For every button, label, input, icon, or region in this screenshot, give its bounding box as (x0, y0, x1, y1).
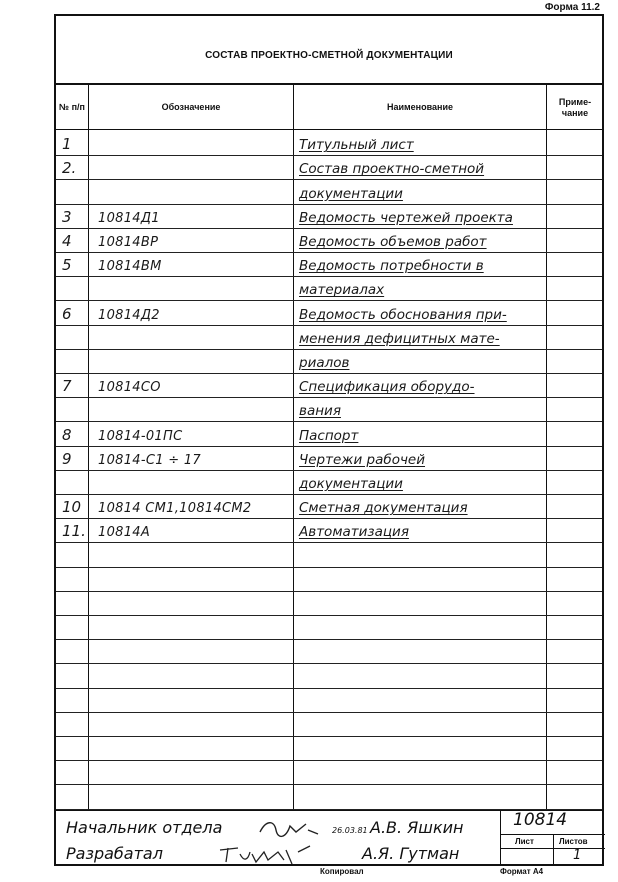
row-number: 3 (62, 207, 72, 226)
header-name: Наименование (386, 102, 454, 112)
row-code: 10814-С1 ÷ 17 (98, 452, 201, 468)
row-number: 9 (62, 449, 72, 468)
row-name: Титульный лист (299, 137, 414, 154)
row-name: риалов (299, 354, 350, 371)
table-row (56, 688, 602, 713)
row-number: 11. (62, 522, 86, 541)
row-code: 10814Д2 (98, 307, 160, 323)
title-block (500, 810, 605, 866)
table-row (56, 397, 602, 422)
signature-head-scribble (256, 816, 336, 840)
sheets-value: 1 (573, 848, 582, 863)
row-code: 10814Д1 (98, 210, 160, 226)
signature-dev-scribble (216, 842, 316, 868)
row-number: 4 (62, 231, 72, 250)
table-row (56, 276, 602, 301)
table-row (56, 252, 602, 277)
table-row (56, 591, 602, 616)
row-name: менения дефицитных мате- (299, 330, 500, 347)
document-title: СОСТАВ ПРОЕКТНО-СМЕТНОЙ ДОКУМЕНТАЦИИ (205, 50, 453, 61)
table-row (56, 179, 602, 204)
signature-role-head: Начальник отдела (66, 818, 223, 837)
copied-label: Копировал (320, 867, 364, 876)
row-number: 2. (62, 159, 77, 178)
row-code: 10814А (98, 525, 151, 541)
table-row (56, 663, 602, 688)
table-row (56, 518, 602, 543)
sheet-label: Лист (515, 837, 534, 846)
signature-date: 26.03.81 (332, 826, 368, 835)
table-row (56, 760, 602, 785)
row-number: 1 (62, 135, 72, 154)
table-row (56, 300, 602, 325)
row-code: 10814ВМ (98, 259, 162, 275)
row-name: Ведомость чертежей проекта (299, 209, 513, 226)
row-name: документации (299, 185, 403, 202)
row-name: материалах (299, 282, 385, 299)
table-row (56, 228, 602, 253)
row-number: 5 (62, 256, 72, 275)
row-name: Автоматизация (299, 524, 409, 541)
table-row (56, 639, 602, 664)
row-code: 10814 СМ1,10814СМ2 (98, 501, 252, 517)
row-name: Ведомость потребности в (299, 258, 484, 275)
table-row (56, 349, 602, 374)
table-row (56, 373, 602, 398)
signature-name-dev: А.Я. Гутман (362, 844, 460, 863)
row-number: 6 (62, 304, 72, 323)
table-row (56, 446, 602, 471)
document-frame (54, 14, 604, 866)
table-row (56, 712, 602, 737)
table-row (56, 784, 602, 809)
sheets-label: Листов (559, 837, 588, 846)
header-separator (56, 129, 602, 130)
table-row (56, 542, 602, 567)
title-separator (56, 83, 602, 85)
table-row (56, 567, 602, 592)
table-row (56, 131, 602, 156)
row-number: 7 (62, 377, 72, 396)
header-num: № п/п (59, 102, 85, 112)
table-row (56, 421, 602, 446)
table-row (56, 615, 602, 640)
row-name: Ведомость обоснования при- (299, 306, 507, 323)
row-name: Спецификация оборудо- (299, 379, 475, 396)
table-row (56, 494, 602, 519)
row-name: Паспорт (299, 427, 359, 444)
table-row (56, 204, 602, 229)
row-number: 8 (62, 425, 72, 444)
header-note: Приме- чание (558, 96, 592, 118)
row-code: 10814СО (98, 380, 161, 396)
table-row (56, 470, 602, 495)
signature-name-head: А.В. Яшкин (370, 818, 464, 837)
format-label: Формат А4 (500, 867, 544, 876)
row-number: 10 (62, 498, 82, 517)
form-label: Форма 11.2 (544, 2, 600, 13)
table-row (56, 325, 602, 350)
row-name: Чертежи рабочей (299, 451, 426, 468)
table-row (56, 736, 602, 761)
row-name: вания (299, 403, 341, 420)
row-name: Состав проектно-сметной (299, 161, 485, 178)
table-row (56, 155, 602, 180)
document-code: 10814 (513, 810, 568, 830)
row-code: 10814-01ПС (98, 428, 183, 444)
row-name: Ведомость объемов работ (299, 233, 487, 250)
row-name: Сметная документация (299, 500, 468, 517)
row-code: 10814ВР (98, 234, 159, 250)
row-name: документации (299, 475, 403, 492)
header-code: Обозначение (161, 102, 221, 112)
signature-role-dev: Разрабатал (66, 844, 163, 863)
